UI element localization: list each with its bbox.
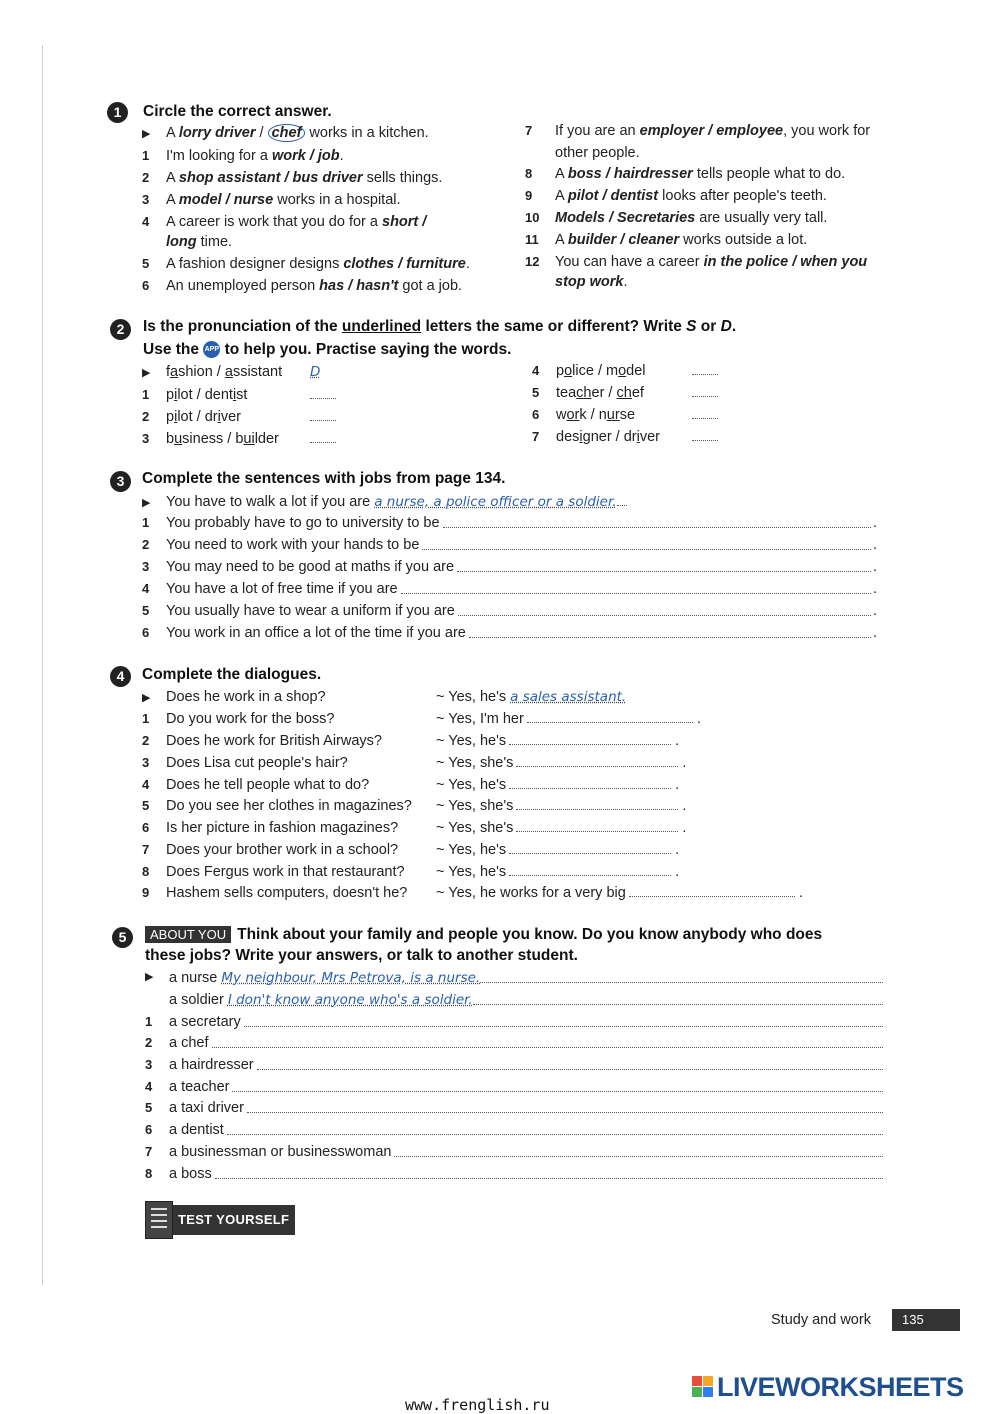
choice-options: long: [166, 234, 197, 250]
answer-blank[interactable]: [215, 1166, 883, 1179]
dialogue-item: 9 Hashem sells computers, doesn't he? ~ Yes, he works for a very big .: [142, 885, 803, 901]
choice-options: has / hasn't: [319, 278, 399, 294]
circled-answer: chef: [268, 124, 306, 142]
answer-blank[interactable]: [458, 603, 871, 616]
liveworksheets-logo[interactable]: LIVEWORKSHEETS: [692, 1372, 964, 1403]
exercise-item: 5 A fashion designer designs clothes / furniture.: [142, 256, 470, 272]
dialogue-item: 3 Does Lisa cut people's hair? ~ Yes, she's .: [142, 755, 687, 771]
exercise-item: 6 work / nurse: [532, 406, 718, 423]
section-subtitle: Use the APP to help you. Practise saying the words.: [143, 341, 512, 358]
exercise-item: 5 teacher / chef: [532, 384, 718, 401]
answer-blank[interactable]: [310, 386, 336, 399]
answer-blank[interactable]: [516, 819, 678, 832]
choice-options: in the police / when you: [703, 254, 868, 270]
page-number: 135: [892, 1309, 960, 1331]
exercise-item: 6 a dentist: [145, 1122, 883, 1138]
section-number: 5: [112, 927, 133, 948]
exercise-item: 7 a businessman or businesswoman: [145, 1144, 883, 1160]
exercise-item: 3 A model / nurse works in a hospital.: [142, 192, 401, 208]
section-subtitle: these jobs? Write your answers, or talk to another student.: [145, 947, 578, 964]
answer-blank[interactable]: [692, 406, 718, 419]
example-item: ▶ You have to walk a lot if you are a nurse, a police officer or a soldier.: [142, 493, 627, 510]
example-item: ▶ a nurse My neighbour, Mrs Petrova, is a nurse.: [145, 970, 883, 986]
exercise-item: stop work.: [555, 274, 628, 290]
site-url[interactable]: www.frenglish.ru: [405, 1396, 550, 1414]
exercise-item: 8 a boss: [145, 1166, 883, 1182]
exercise-item: 1 You probably have to go to university to be .: [142, 515, 877, 531]
liveworksheets-icon: [692, 1376, 714, 1398]
section-number: 3: [110, 471, 131, 492]
section-number: 2: [110, 319, 131, 340]
section-number: 1: [107, 102, 128, 123]
answer-text: a nurse, a police officer or a soldier.: [374, 494, 617, 510]
answer-blank[interactable]: [244, 1014, 883, 1027]
answer-blank[interactable]: [401, 581, 871, 594]
exercise-item: long time.: [166, 234, 233, 250]
exercise-item: 4 a teacher: [145, 1079, 883, 1095]
answer-blank[interactable]: [212, 1035, 884, 1048]
footer-section-label: Study and work: [771, 1312, 871, 1328]
answer-blank[interactable]: [469, 625, 871, 638]
exercise-item: 2 You need to work with your hands to be .: [142, 537, 877, 553]
exercise-item: 11 A builder / cleaner works outside a lot.: [525, 232, 808, 248]
answer-text: a sales assistant.: [510, 689, 627, 705]
answer-text: My neighbour, Mrs Petrova, is a nurse.: [221, 970, 481, 986]
answer-blank[interactable]: [232, 1079, 883, 1092]
exercise-item: 4 police / model: [532, 362, 718, 379]
exercise-item: 7 designer / driver: [532, 428, 718, 445]
choice-options: clothes / furniture: [343, 256, 466, 272]
answer-blank[interactable]: [394, 1144, 883, 1157]
dialogue-item: 2 Does he work for British Airways? ~ Yes, he's .: [142, 733, 680, 749]
answer-blank[interactable]: [692, 362, 718, 375]
exercise-item: 12 You can have a career in the police / when you: [525, 254, 868, 270]
answer-blank[interactable]: [509, 732, 671, 745]
page-edge: [42, 45, 43, 1285]
exercise-item: 2 A shop assistant / bus driver sells things.: [142, 170, 443, 186]
answer-blank[interactable]: [457, 559, 871, 572]
exercise-item: 9 A pilot / dentist looks after people's teeth.: [525, 188, 827, 204]
app-icon: APP: [203, 341, 220, 358]
choice-options: employer / employee: [639, 123, 784, 139]
exercise-item: 1 a secretary: [145, 1014, 883, 1030]
example-item: ▶ Does he work in a shop? ~ Yes, he's a sales assistant.: [142, 689, 627, 705]
exercise-item: 1 I'm looking for a work / job.: [142, 148, 344, 164]
exercise-item: 6 An unemployed person has / hasn't got a job.: [142, 278, 463, 294]
test-yourself-button[interactable]: TEST YOURSELF: [145, 1205, 295, 1235]
answer-blank[interactable]: [310, 408, 336, 421]
exercise-item: other people.: [555, 145, 640, 161]
section-number: 4: [110, 666, 131, 687]
example-item: ▶ A lorry driver / chef works in a kitchen.: [142, 125, 429, 141]
answer-blank[interactable]: [509, 776, 671, 789]
choice-options: Models / Secretaries: [555, 210, 696, 226]
answer-blank[interactable]: [509, 863, 671, 876]
exercise-item: 7 If you are an employer / employee, you work for: [525, 123, 871, 139]
answer-blank[interactable]: [310, 430, 336, 443]
dialogue-item: 4 Does he tell people what to do? ~ Yes, he's .: [142, 777, 680, 793]
exercise-item: 3 a hairdresser: [145, 1057, 883, 1073]
choice-options: work / job: [271, 148, 340, 164]
section-title: ABOUT YOU Think about your family and people you know. Do you know anybody who does: [145, 926, 822, 944]
exercise-item: 6 You work in an office a lot of the time if you are .: [142, 625, 877, 641]
section-title: Circle the correct answer.: [143, 103, 332, 120]
exercise-item: 3 You may need to be good at maths if you are .: [142, 559, 877, 575]
answer-blank[interactable]: [516, 754, 678, 767]
exercise-item: 2 pilot / driver: [142, 408, 336, 425]
choice-options: short /: [382, 214, 427, 230]
dialogue-item: 7 Does your brother work in a school? ~ Yes, he's .: [142, 842, 680, 858]
exercise-item: 2 a chef: [145, 1035, 883, 1051]
answer-blank[interactable]: [422, 537, 871, 550]
answer-blank[interactable]: [247, 1100, 883, 1113]
choice-options: stop work: [555, 274, 624, 290]
answer-blank[interactable]: [629, 884, 795, 897]
answer-blank[interactable]: [227, 1122, 883, 1135]
dialogue-item: 6 Is her picture in fashion magazines? ~ Yes, she's .: [142, 820, 687, 836]
answer-blank[interactable]: [516, 797, 678, 810]
answer-blank[interactable]: [509, 841, 671, 854]
exercise-item: 8 A boss / hairdresser tells people what to do.: [525, 166, 846, 182]
exercise-item: 4 A career is work that you do for a short /: [142, 214, 427, 230]
dialogue-item: 1 Do you work for the boss? ~ Yes, I'm her .: [142, 711, 701, 727]
exercise-item: 4 You have a lot of free time if you are .: [142, 581, 877, 597]
example-item: a soldier I don't know anyone who's a soldier.: [145, 992, 883, 1008]
exercise-item: 3 business / builder: [142, 430, 336, 447]
book-icon: [145, 1201, 173, 1239]
answer-blank[interactable]: [692, 428, 718, 441]
section-title: Complete the sentences with jobs from page 134.: [142, 470, 506, 487]
exercise-item: 1 pilot / dentist: [142, 386, 336, 403]
answer-blank[interactable]: [692, 384, 718, 397]
about-you-badge: ABOUT YOU: [145, 926, 231, 943]
example-item: ▶ fashion / assistant D: [142, 364, 321, 380]
exercise-item: 10 Models / Secretaries are usually very tall.: [525, 210, 828, 226]
answer-blank[interactable]: [527, 710, 693, 723]
choice-options: model / nurse: [178, 192, 274, 208]
choice-options: shop assistant / bus driver: [178, 170, 363, 186]
section-title: Is the pronunciation of the underlined letters the same or different? Write S or D.: [143, 318, 737, 335]
exercise-item: 5 You usually have to wear a uniform if you are .: [142, 603, 877, 619]
exercise-item: 5 a taxi driver: [145, 1100, 883, 1116]
dialogue-item: 8 Does Fergus work in that restaurant? ~ Yes, he's .: [142, 864, 680, 880]
answer-blank[interactable]: [443, 515, 871, 528]
section-title: Complete the dialogues.: [142, 666, 322, 683]
answer-text: I don't know anyone who's a soldier.: [227, 992, 473, 1008]
answer-blank[interactable]: [257, 1057, 883, 1070]
choice-options: builder / cleaner: [567, 232, 680, 248]
dialogue-item: 5 Do you see her clothes in magazines? ~ Yes, she's .: [142, 798, 687, 814]
choice-options: boss / hairdresser: [567, 166, 693, 182]
choice-options: pilot / dentist: [567, 188, 659, 204]
answer-text: D: [310, 364, 321, 380]
